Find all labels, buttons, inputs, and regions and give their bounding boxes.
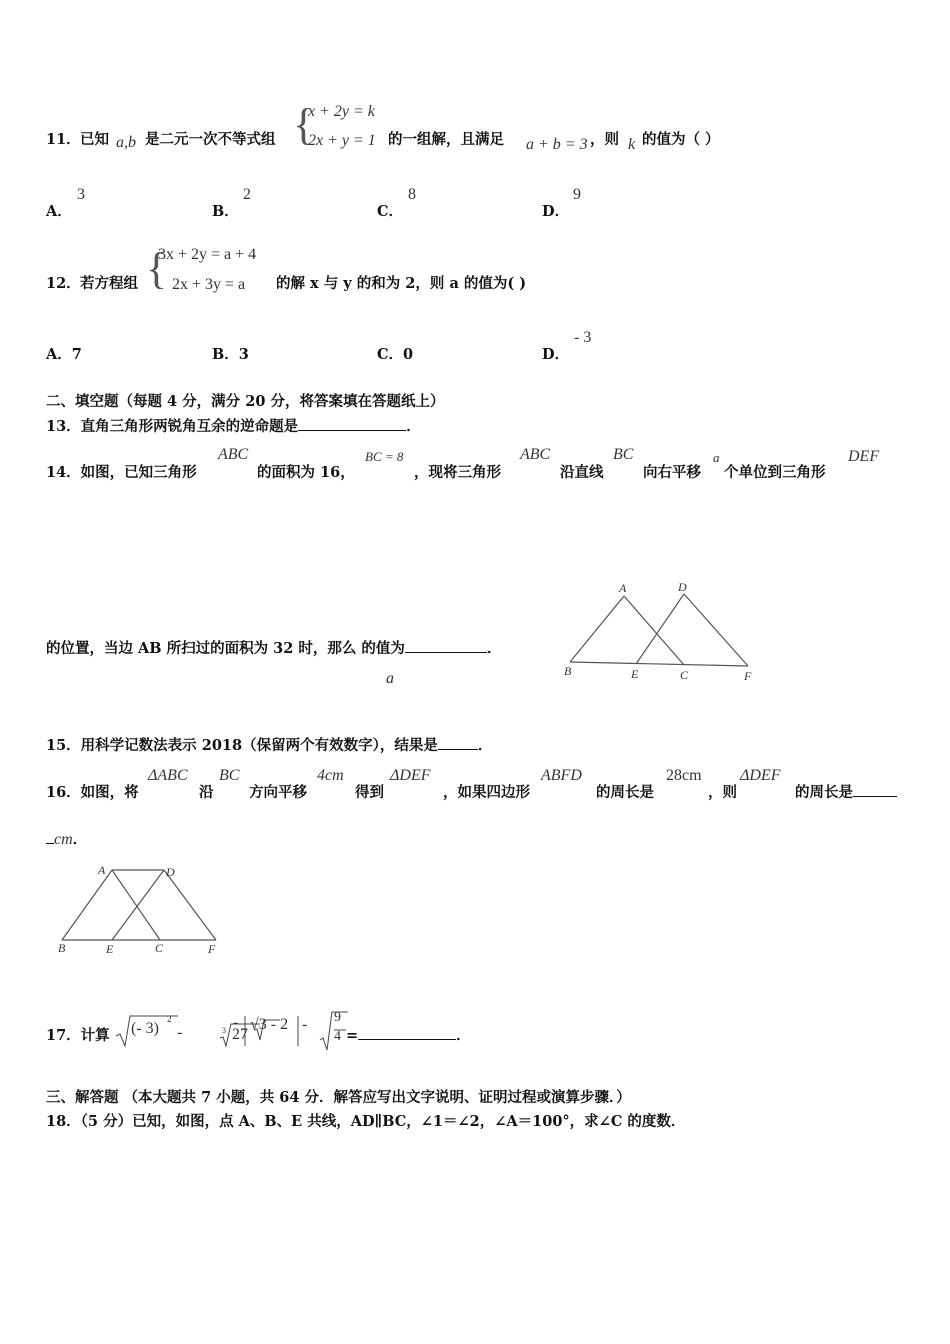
- q11-option-a-value: 3: [77, 186, 85, 203]
- q11-eq2: 2x + y = 1: [308, 132, 376, 149]
- q11-eq1: x + 2y = k: [308, 103, 375, 120]
- q11-text: 是二元一次不等式组: [145, 131, 276, 148]
- q14-math: a: [386, 670, 394, 687]
- q11-option-b-label: B．: [212, 203, 239, 220]
- q11-text: 已知: [80, 131, 109, 148]
- q12-text: 若方程组: [80, 275, 138, 292]
- system-brace: {: [146, 244, 168, 293]
- q12-option-b: B．3: [212, 346, 249, 363]
- question-18: 18．（5 分）已知，如图，点 A、B、E 共线，AD∥BC，∠1＝∠2，∠A＝100°，求∠C 的度数．: [46, 1113, 686, 1130]
- fig-label-e: E: [631, 667, 639, 681]
- fig-label-b: B: [564, 664, 572, 678]
- q11-option-d-value: 9: [573, 186, 581, 203]
- q11-text: ，则: [590, 131, 619, 148]
- question-15: 15．用科学记数法表示 2018（保留两个有效数字），结果是 ．: [46, 737, 493, 754]
- q11-text: 的值为（ ）: [642, 131, 720, 148]
- q14-text: 的位置，当边 AB 所扫过的面积为 32 时，那么 的值为 ．: [46, 640, 502, 657]
- q11-option-c-label: C．: [377, 203, 404, 220]
- q16-translation-figure: [52, 858, 227, 958]
- q14-text: ，现将三角形: [414, 464, 501, 481]
- q14-text: 14．如图，已知三角形: [46, 464, 197, 481]
- q11-text: 的一组解，且满足: [388, 131, 504, 148]
- q17-fraction-denominator: 4: [334, 1029, 341, 1044]
- q11-number: 11．: [46, 131, 81, 148]
- q11-option-c-value: 8: [408, 186, 416, 203]
- system-brace: {: [293, 100, 315, 149]
- q17-operator: -: [302, 1016, 308, 1033]
- q17-term: 27: [232, 1026, 248, 1043]
- q14-text: 沿直线: [560, 464, 604, 481]
- q11-option-b-value: 2: [243, 186, 251, 203]
- q16-text: 16．如图，将: [46, 784, 139, 801]
- q14-math: BC = 8: [365, 449, 404, 464]
- q16-math: ΔDEF: [740, 767, 781, 784]
- q11-math-ab: a,b: [116, 134, 136, 151]
- fig-label-f: F: [744, 669, 752, 683]
- q16-text: 得到: [355, 784, 384, 801]
- fig-label-c: C: [680, 668, 689, 682]
- q16-math: 28cm: [666, 767, 702, 784]
- q16-math: BC: [219, 767, 240, 784]
- fig-label-d: D: [166, 865, 175, 879]
- q16-math: 4cm: [317, 767, 344, 784]
- q14-math: ABC: [520, 446, 551, 463]
- q16-text: 的周长是: [795, 781, 897, 802]
- q14-math: ABC: [218, 446, 249, 463]
- q16-text: cm．: [46, 828, 87, 849]
- q17-root-index: 3: [222, 1026, 226, 1035]
- q11-math-k: k: [628, 136, 636, 153]
- q17-term: √3 - 2: [250, 1016, 289, 1033]
- q14-math: BC: [613, 446, 634, 463]
- q17-answer: = ．: [346, 1027, 471, 1044]
- q12-eq2: 2x + 3y = a: [172, 276, 246, 293]
- q12-number: 12．: [46, 275, 81, 292]
- q12-option-c: C．0: [377, 346, 414, 363]
- q17-exponent: 2: [167, 1014, 172, 1024]
- fig-label-a: A: [619, 581, 627, 595]
- section-2-heading: 二、填空题（每题 4 分，满分 20 分，将答案填在答题纸上）: [46, 393, 445, 410]
- section-3-heading: 三、解答题 （本大题共 7 小题，共 64 分．解答应写出文字说明、证明过程或演算步骤．）: [46, 1089, 631, 1106]
- fig-label-e: E: [106, 942, 114, 956]
- q11-option-d-label: D．: [542, 203, 570, 220]
- q14-text: 的面积为 16，: [257, 464, 355, 481]
- q16-math: ΔABC: [148, 767, 188, 784]
- q16-text: 的周长是: [596, 784, 654, 801]
- q12-eq1: 3x + 2y = a + 4: [158, 246, 257, 263]
- q14-math: DEF: [848, 448, 880, 465]
- fig-label-d: D: [678, 580, 687, 594]
- q12-option-a: A．7: [46, 346, 82, 363]
- q14-translation-figure: [560, 578, 760, 688]
- q14-text: 个单位到三角形: [724, 464, 826, 481]
- fig-label-f: F: [208, 942, 216, 956]
- q14-math: a: [713, 450, 720, 465]
- q16-text: ，则: [708, 784, 737, 801]
- q12-option-d-value: - 3: [574, 329, 592, 346]
- q14-text: 向右平移: [643, 464, 701, 481]
- q17-operator: -: [177, 1024, 183, 1041]
- question-13: 13．直角三角形两锐角互余的逆命题是 ．: [46, 418, 421, 435]
- fig-label-a: A: [98, 863, 106, 877]
- q16-text: ，如果四边形: [443, 784, 530, 801]
- q17-fraction-numerator: 9: [334, 1010, 341, 1025]
- q16-text: 沿: [199, 784, 214, 801]
- q16-text: 方向平移: [249, 784, 307, 801]
- q11-math-sum: a + b = 3: [526, 136, 588, 153]
- q16-math: ΔDEF: [390, 767, 431, 784]
- q12-option-d-label: D．: [542, 346, 570, 363]
- fig-label-c: C: [155, 941, 164, 955]
- q17-operator: -: [233, 1014, 239, 1031]
- q11-option-a-label: A．: [46, 203, 72, 220]
- q16-math: ABFD: [541, 767, 582, 784]
- q17-text: 17．计算: [46, 1027, 110, 1044]
- fig-label-b: B: [58, 941, 66, 955]
- q12-text: 的解 x 与 y 的和为 2，则 a 的值为( ): [276, 275, 527, 292]
- q17-term: (- 3): [131, 1020, 159, 1037]
